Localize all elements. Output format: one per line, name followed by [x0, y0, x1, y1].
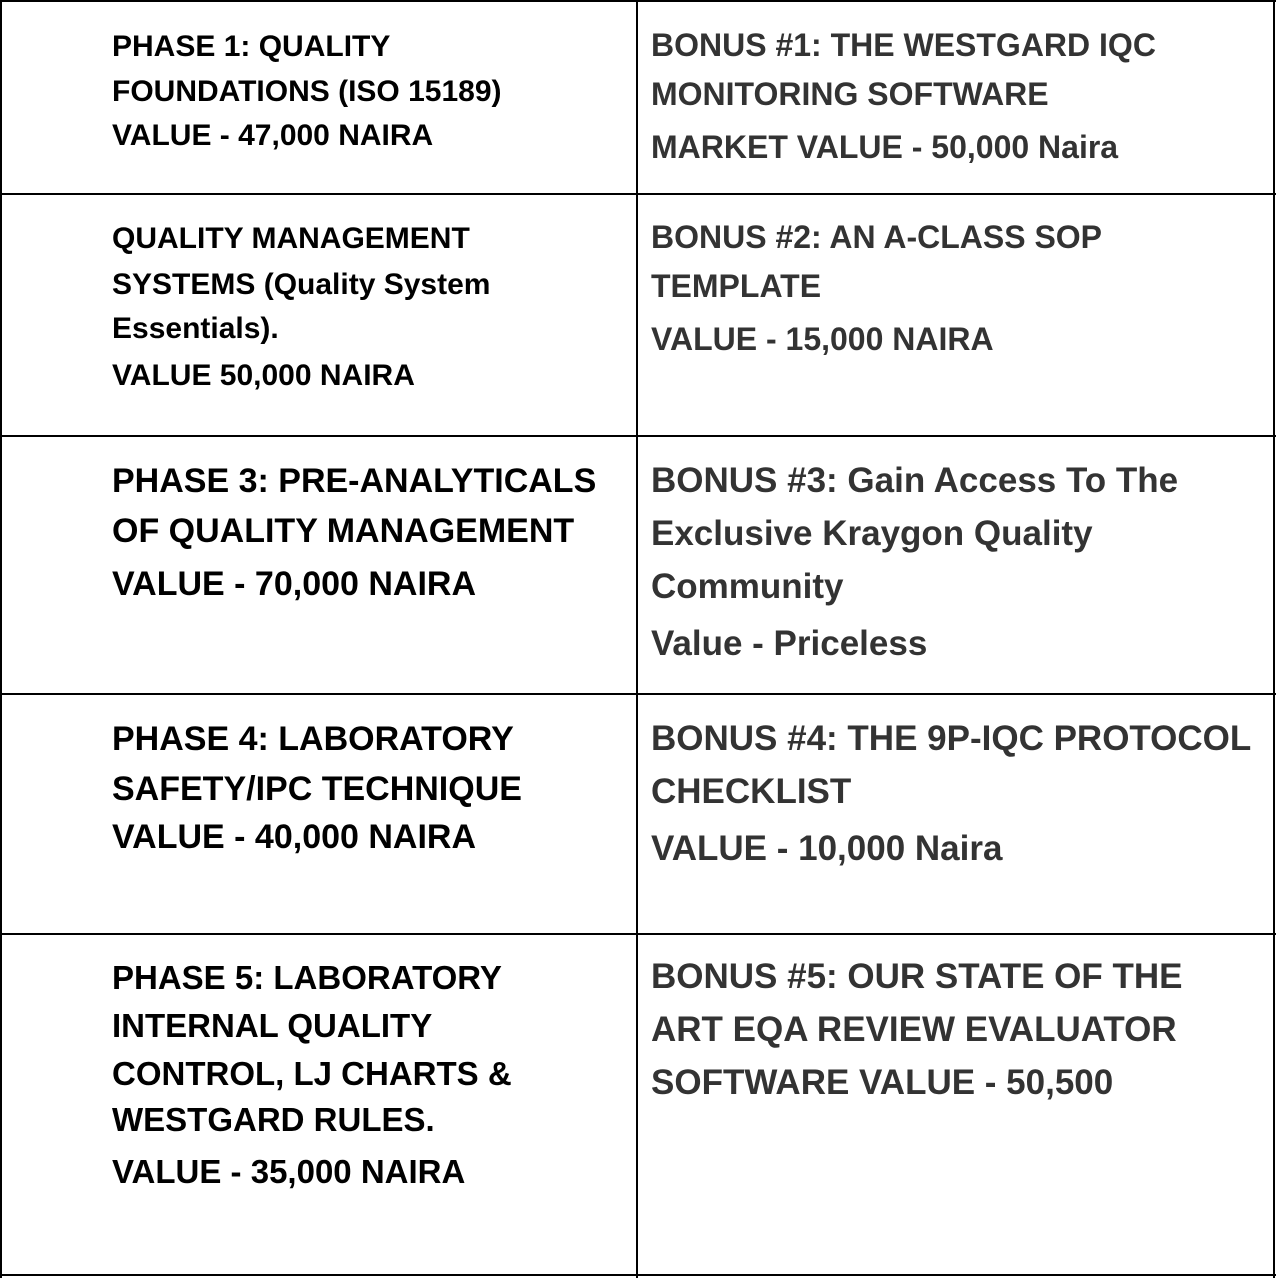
phase-3-cell [112, 456, 632, 612]
phase-1-title-cont: FOUNDATIONS (ISO 15189) [112, 75, 502, 108]
phase-5-title-cont-3: WESTGARD RULES. [112, 1101, 435, 1138]
phase-2-title-cont-2: Essentials). [112, 312, 279, 345]
bonus-1-title: BONUS #1: THE WESTGARD IQC [651, 27, 1156, 63]
bonus-5-title-cont: ART EQA REVIEW EVALUATOR [651, 1010, 1177, 1049]
phase-3-title-cont: OF QUALITY MANAGEMENT [112, 512, 575, 550]
bonus-3-title: BONUS #3: Gain Access To The [651, 461, 1179, 500]
bonus-2-title-cont: TEMPLATE [651, 268, 822, 304]
bonus-4-title-cont: CHECKLIST [651, 772, 852, 811]
table-border-top [0, 0, 1276, 2]
bonus-5-title: BONUS #5: OUR STATE OF THE [651, 957, 1183, 996]
table-border-left [0, 0, 2, 1278]
phase-4-cell [112, 714, 632, 860]
phase-1-value: VALUE - 47,000 NAIRA [112, 119, 434, 152]
phase-2-title-cont: SYSTEMS (Quality System [112, 268, 491, 301]
phase-2-title: QUALITY MANAGEMENT [112, 222, 470, 255]
row-divider [0, 193, 1276, 195]
row-divider [0, 693, 1276, 695]
phase-5-value: VALUE - 35,000 NAIRA [112, 1153, 466, 1190]
bonus-3-title-cont-2: Community [651, 567, 844, 606]
phase-5-title-cont: INTERNAL QUALITY [112, 1007, 433, 1044]
column-divider [636, 0, 638, 1278]
phase-1-title: PHASE 1: QUALITY [112, 30, 391, 63]
row-divider [0, 933, 1276, 935]
bonus-2-title: BONUS #2: AN A-CLASS SOP [651, 219, 1103, 255]
phase-2-value: VALUE 50,000 NAIRA [112, 359, 415, 392]
bonus-5-cell [651, 950, 1271, 1110]
phase-5-title: PHASE 5: LABORATORY [112, 959, 502, 996]
phase-2-cell [112, 216, 632, 401]
bonus-4-cell [651, 712, 1271, 880]
phase-5-cell [112, 954, 632, 1202]
row-divider [0, 435, 1276, 437]
bonus-2-cell [651, 213, 1271, 367]
phase-4-title: PHASE 4: LABORATORY [112, 720, 514, 758]
bonus-1-cell [651, 21, 1271, 175]
phase-3-value: VALUE - 70,000 NAIRA [112, 565, 477, 603]
bonus-5-value: SOFTWARE VALUE - 50,500 [651, 1063, 1114, 1102]
bonus-4-value: VALUE - 10,000 Naira [651, 829, 1003, 868]
bonus-4-title: BONUS #4: THE 9P-IQC PROTOCOL [651, 719, 1252, 758]
bonus-3-title-cont: Exclusive Kraygon Quality [651, 514, 1093, 553]
bonus-1-value: MARKET VALUE - 50,000 Naira [651, 129, 1119, 165]
bonus-2-value: VALUE - 15,000 NAIRA [651, 321, 994, 357]
phase-3-title: PHASE 3: PRE-ANALYTICALS [112, 462, 597, 500]
phase-1-cell [112, 24, 632, 158]
table-border-bottom [0, 1274, 1276, 1276]
bonus-3-cell [651, 454, 1271, 675]
table-border-right [1273, 0, 1275, 1278]
bonus-1-title-cont: MONITORING SOFTWARE [651, 76, 1049, 112]
phase-4-value: VALUE - 40,000 NAIRA [112, 818, 477, 856]
bonus-3-value: Value - Priceless [651, 624, 928, 663]
phase-5-title-cont-2: CONTROL, LJ CHARTS & [112, 1055, 512, 1092]
phase-4-title-cont: SAFETY/IPC TECHNIQUE [112, 770, 522, 808]
